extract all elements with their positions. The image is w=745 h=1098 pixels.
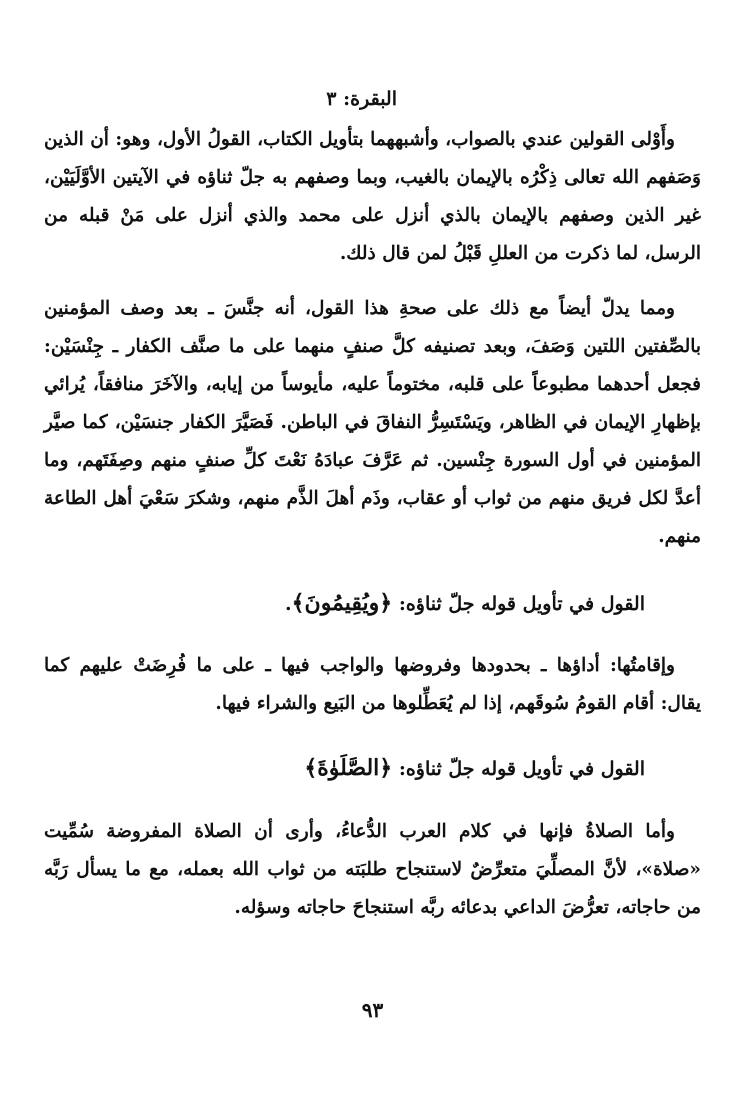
page-header bbox=[326, 88, 397, 110]
section-heading-2 bbox=[304, 755, 645, 781]
paragraph-text: ومما يدلّ أيضاً مع ذلك على صحةِ هذا القول، أنه جنَّسَ ـ بعد وصف المؤمنين بالصِّفتين اللتين وَصَفَ، وبعد تصنيفه كلَّ صنفٍ منهما على ما صنَّف الكفار ـ جِنْسَيْن: فجعل أحدهما مطبوعاً على قلبه، مختوماً عليه، مأيوساً من إيابه، والآخَرَ منافقاً، يُرائي بإظهارِ الإيمان في الظاهر، ويَسْتَسِرُّ النفاقَ في الباطن. فَصَيَّرَ الكفار جنسَيْن، كما صيَّر المؤمنين في أول السورة جِنْسين. ثم عَرَّفَ عبادَهُ نَعْتَ كلِّ صنفٍ منهم وصِفَتَهم، وما أعدَّ لكل فريق منهم من ثواب أو عقاب، وذَم أهلَ الذَّم منهم، وشكرَ سَعْيَ أهل الطاعة منهم. bbox=[44, 298, 701, 547]
paragraph-text: وأما الصلاةُ فإنها في كلام العرب الدُّعاءُ، وأرى أن الصلاة المفروضة سُمِّيت «صلاة»، لأنَّ المصلِّيَ متعرِّضٌ لاستنجاح طلبَته من ثواب الله بعمله، مع ما يسأل رَبَّه من حاجاته، تعرُّضَ الداعي بدعائه ربَّه استنجاحَ حاجاته وسؤله. bbox=[44, 821, 701, 918]
paragraph-2 bbox=[44, 290, 701, 556]
paragraph-3 bbox=[44, 647, 701, 723]
heading-suffix: . bbox=[285, 593, 292, 615]
paragraph-text: وأَوْلى القولين عندي بالصواب، وأشبههما بتأويل الكتاب، القولُ الأول، وهو: أن الذين وَصَفهم الله تعالى ذِكْرُه بالإيمان بالغيب، وبما وصفهم به جلّ ثناؤه في الآيتين الأوَّلَيَيْن، غير الذين وصفهم بالإيمان بالذي أنزل على محمد والذي أنزل على مَنْ قبله من الرسل، لما ذكرت من العللِ قَبْلُ لمن قال ذلك. bbox=[44, 129, 701, 264]
heading-quoted-term: ﴿الصَّلَوٰةَ﴾ bbox=[304, 755, 393, 781]
paragraph-text: وإقامتُها: أداؤها ـ بحدودها وفروضها والواجب فيها ـ على ما فُرِضَتْ عليهم كما يقال: أقام القومُ سُوقَهم، إذا لم يُعَطِّلوها من البَيع والشراء فيها. bbox=[44, 655, 701, 714]
page-number: ٩٣ bbox=[361, 998, 384, 1022]
section-heading-1 bbox=[285, 590, 645, 616]
heading-prefix: القول في تأويل قوله جلّ ثناؤه: bbox=[398, 593, 645, 615]
paragraph-4 bbox=[44, 813, 701, 927]
heading-quoted-term: ﴿ويُقِيمُونَ﴾ bbox=[291, 590, 393, 616]
paragraph-1 bbox=[44, 121, 701, 273]
surah-label: البقرة: ٣ bbox=[326, 88, 397, 110]
heading-prefix: القول في تأويل قوله جلّ ثناؤه: bbox=[398, 758, 645, 780]
